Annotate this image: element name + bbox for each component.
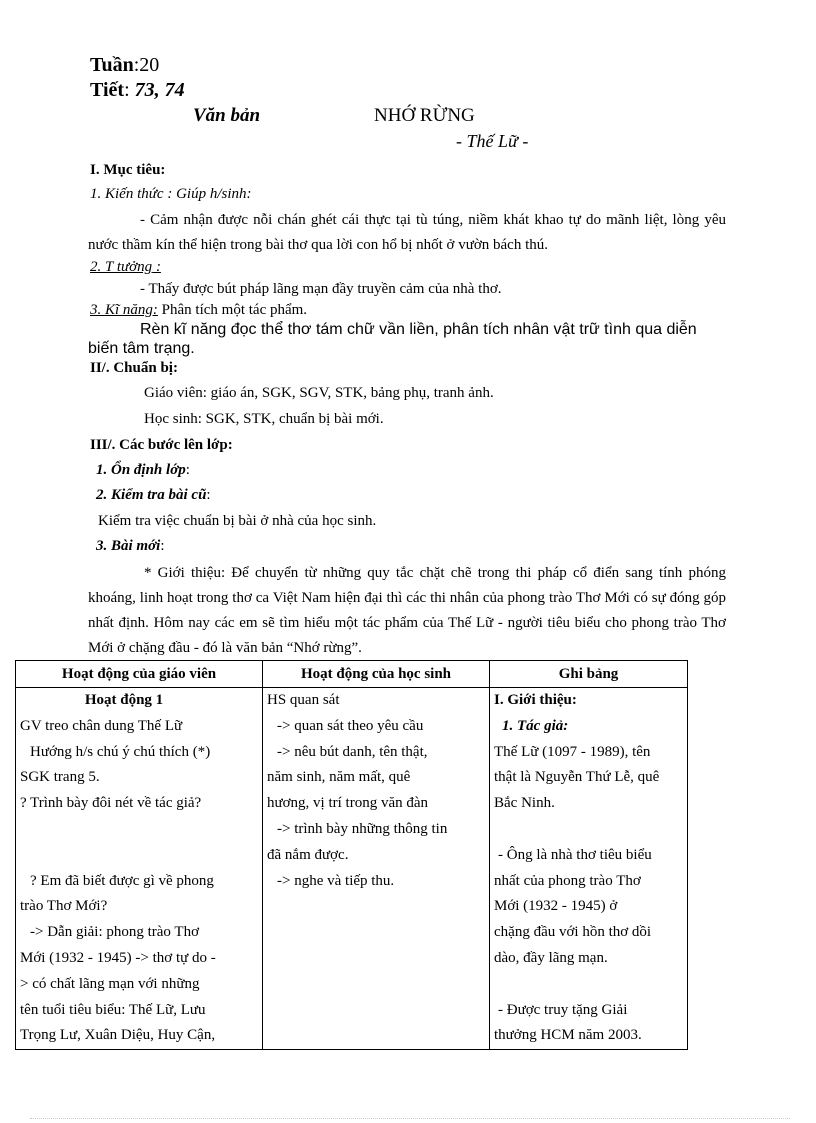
- text-type: Văn bản: [193, 105, 261, 126]
- board-line: Bắc Ninh.: [494, 795, 555, 812]
- period-value: 73, 74: [134, 79, 185, 101]
- page-bottom-divider: [30, 1118, 790, 1119]
- board-line: dào, đầy lãng mạn.: [494, 949, 608, 966]
- student-line: -> trình bày những thông tin: [277, 820, 448, 837]
- board-line: 1. Tác giả:: [502, 717, 569, 734]
- board-line: [494, 817, 683, 843]
- step1-line: 1. Ổn định lớp:: [96, 462, 190, 478]
- teacher-cell: [16, 688, 263, 1050]
- document-title: NHỚ RỪNG: [374, 105, 475, 126]
- objectives-heading: I. Mục tiêu:: [90, 162, 166, 178]
- preparation-student: Học sinh: SGK, STK, chuẩn bị bài mới.: [144, 411, 384, 427]
- knowledge-text: - Cảm nhận được nỗi chán ghét cái thực tại tù túng, niềm khát khao tự do mãnh liệt, lòng yêu nước thầm kín thể hiện trong bài thơ qua lời con hổ bị nhốt ở vườn bách thú.: [88, 212, 726, 253]
- board-line: I. Giới thiệu:: [494, 692, 577, 708]
- student-line: năm sinh, năm mất, quê: [267, 769, 411, 786]
- skill-heading: 3. Kĩ năng:: [90, 302, 158, 318]
- teacher-line: [20, 817, 258, 843]
- skill-text: Phân tích một tác phẩm.: [161, 302, 308, 318]
- student-line: hương, vị trí trong văn đàn: [267, 795, 429, 812]
- board-line: - Ông là nhà thơ tiêu biểu: [498, 846, 652, 863]
- teacher-line: GV treo chân dung Thế Lữ: [20, 717, 183, 734]
- board-line: chặng đầu với hồn thơ dồi: [494, 924, 652, 941]
- teacher-line: tên tuổi tiêu biểu: Thế Lữ, Lưu: [20, 1001, 206, 1018]
- header-board: Ghi bảng: [490, 661, 688, 688]
- teacher-line: ? Em đã biết được gì về phong: [30, 872, 214, 889]
- teacher-line: Trọng Lư, Xuân Diệu, Huy Cận,: [20, 1027, 216, 1044]
- lesson-table: [15, 660, 688, 1050]
- intro-paragraph: * Giới thiệu: Để chuyển từ những quy tắc chặt chẽ trong thi pháp cổ điển sang tính phóng khoáng, linh hoạt trong thơ ca Việt Nam hiện đại thì các thi nhân của phong trào Thơ Mới có sự đóng góp nhất định. Hôm nay các em sẽ tìm hiểu một tác phẩm của Thế Lữ - người tiêu biểu cho phong trào Thơ Mới ở chặng đầu - đó là văn bản “Nhớ rừng”.: [88, 565, 726, 656]
- skill-detail: Rèn kĩ năng đọc thể thơ tám chữ vần liền, phân tích nhân vật trữ tình qua diễn biến tâm trạng.: [88, 321, 697, 357]
- teacher-line: SGK trang 5.: [20, 769, 100, 786]
- teacher-line: -> Dẫn giải: phong trào Thơ: [30, 924, 199, 941]
- student-line: -> quan sát theo yêu cầu: [277, 717, 424, 734]
- thought-text: - Thấy được bút pháp lãng mạn đầy truyền cảm của nhà thơ.: [140, 281, 502, 297]
- table-header-row: [16, 661, 688, 688]
- period-line: Tiết: 73, 74: [90, 79, 185, 101]
- step2-text: Kiểm tra việc chuẩn bị bài ở nhà của học sinh.: [98, 513, 377, 529]
- week-value: :20: [133, 54, 160, 76]
- board-line: [494, 972, 683, 998]
- teacher-line: Mới (1932 - 1945) -> thơ tự do -: [20, 949, 216, 966]
- week-line: [90, 54, 159, 77]
- author-line: - Thế Lữ -: [456, 131, 529, 151]
- board-line: nhất của phong trào Thơ: [494, 872, 641, 889]
- preparation-teacher: Giáo viên: giáo án, SGK, SGV, STK, bảng phụ, tranh ảnh.: [144, 385, 494, 401]
- knowledge-heading: 1. Kiến thức : Giúp h/sinh:: [90, 186, 252, 202]
- skill-line: [90, 302, 307, 319]
- student-line: -> nghe và tiếp thu.: [277, 872, 395, 889]
- student-line: đã nắm được.: [267, 846, 349, 863]
- period-label: Tiết: [90, 79, 125, 101]
- teacher-line: ? Trình bày đôi nét về tác giả?: [20, 795, 202, 812]
- student-cell: [263, 688, 490, 1050]
- preparation-heading: II/. Chuẩn bị:: [90, 360, 178, 376]
- step3-line: 3. Bài mới:: [96, 538, 165, 554]
- teacher-line: > có chất lãng mạn với những: [20, 975, 200, 992]
- board-line: Mới (1932 - 1945) ở: [494, 898, 618, 915]
- table-row: [16, 688, 688, 1050]
- student-line: -> nêu bút danh, tên thật,: [277, 743, 428, 760]
- teacher-line: Hoạt động 1: [84, 692, 164, 708]
- board-line: thật là Nguyễn Thứ Lễ, quê: [494, 769, 660, 786]
- teacher-line: trào Thơ Mới?: [20, 898, 108, 915]
- board-line: - Được truy tặng Giải: [498, 1001, 628, 1018]
- board-cell: [490, 688, 688, 1050]
- board-line: thưởng HCM năm 2003.: [494, 1027, 642, 1044]
- week-label: Tuần: [90, 54, 134, 76]
- teacher-line: Hướng h/s chú ý chú thích (*): [30, 743, 211, 760]
- header-teacher: Hoạt động của giáo viên: [16, 661, 263, 688]
- teacher-line: [20, 843, 258, 869]
- board-line: Thế Lữ (1097 - 1989), tên: [494, 743, 651, 760]
- steps-heading: III/. Các bước lên lớp:: [90, 437, 233, 453]
- thought-heading: 2. T tưởng :: [90, 259, 161, 275]
- step2-line: 2. Kiểm tra bài cũ:: [96, 487, 211, 503]
- student-line: HS quan sát: [267, 692, 340, 708]
- header-student: Hoạt động của học sinh: [263, 661, 490, 688]
